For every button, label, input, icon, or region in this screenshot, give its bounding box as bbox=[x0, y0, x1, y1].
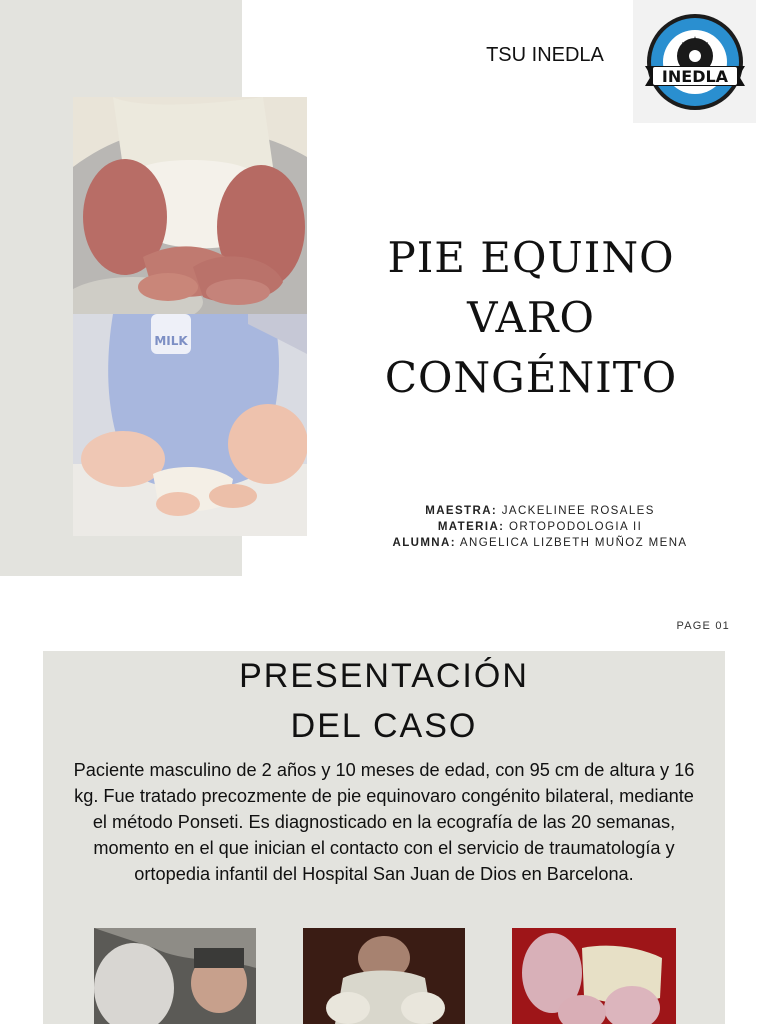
credits-block bbox=[360, 503, 720, 551]
infant-onesie-photo bbox=[73, 314, 307, 536]
document-title bbox=[318, 228, 744, 408]
credit-teacher bbox=[360, 503, 720, 519]
credit-value: ORTOPODOLOGIA II bbox=[509, 521, 643, 533]
infant-clubfoot-photo-top bbox=[73, 97, 307, 314]
case-photo-2 bbox=[303, 928, 465, 1024]
section-title bbox=[43, 651, 725, 751]
credit-subject bbox=[360, 519, 720, 535]
credit-value: ANGELICA LIZBETH MUÑOZ MENA bbox=[459, 537, 688, 549]
credit-student bbox=[360, 535, 720, 551]
title-line-1: PIE EQUINO VARO bbox=[387, 233, 675, 342]
page-number: PAGE 01 bbox=[676, 620, 730, 632]
case-photo-3 bbox=[512, 928, 676, 1024]
title-line-2: CONGÉNITO bbox=[384, 353, 678, 402]
section-title-line-2: DEL CASO bbox=[290, 707, 478, 745]
section-title-line-1: PRESENTACIÓN bbox=[239, 657, 529, 695]
case-description: Paciente masculino de 2 años y 10 meses de edad, con 95 cm de altura y 16 kg. Fue tratado precozmente de pie equinovaro congénito bilateral, mediante el método Ponseti. Es diagnosticado en la ecografía de las 20 semanas, momento en el que inician el contacto con el servicio de traumatología y ortopedia infantil del Hospital San Juan de Dios en Barcelona. bbox=[73, 760, 695, 884]
case-presentation-section bbox=[43, 651, 725, 1024]
credit-label: MATERIA: bbox=[437, 521, 505, 533]
brand-name: TSU INEDLA bbox=[486, 44, 604, 66]
logo-text: INEDLA bbox=[661, 67, 729, 86]
credit-label: ALUMNA: bbox=[392, 537, 456, 549]
milk-print: MILK bbox=[154, 334, 188, 348]
inedla-logo bbox=[633, 0, 756, 123]
credit-value: JACKELINEE ROSALES bbox=[501, 505, 655, 517]
credit-label: MAESTRA: bbox=[425, 505, 498, 517]
case-photo-1 bbox=[94, 928, 256, 1024]
